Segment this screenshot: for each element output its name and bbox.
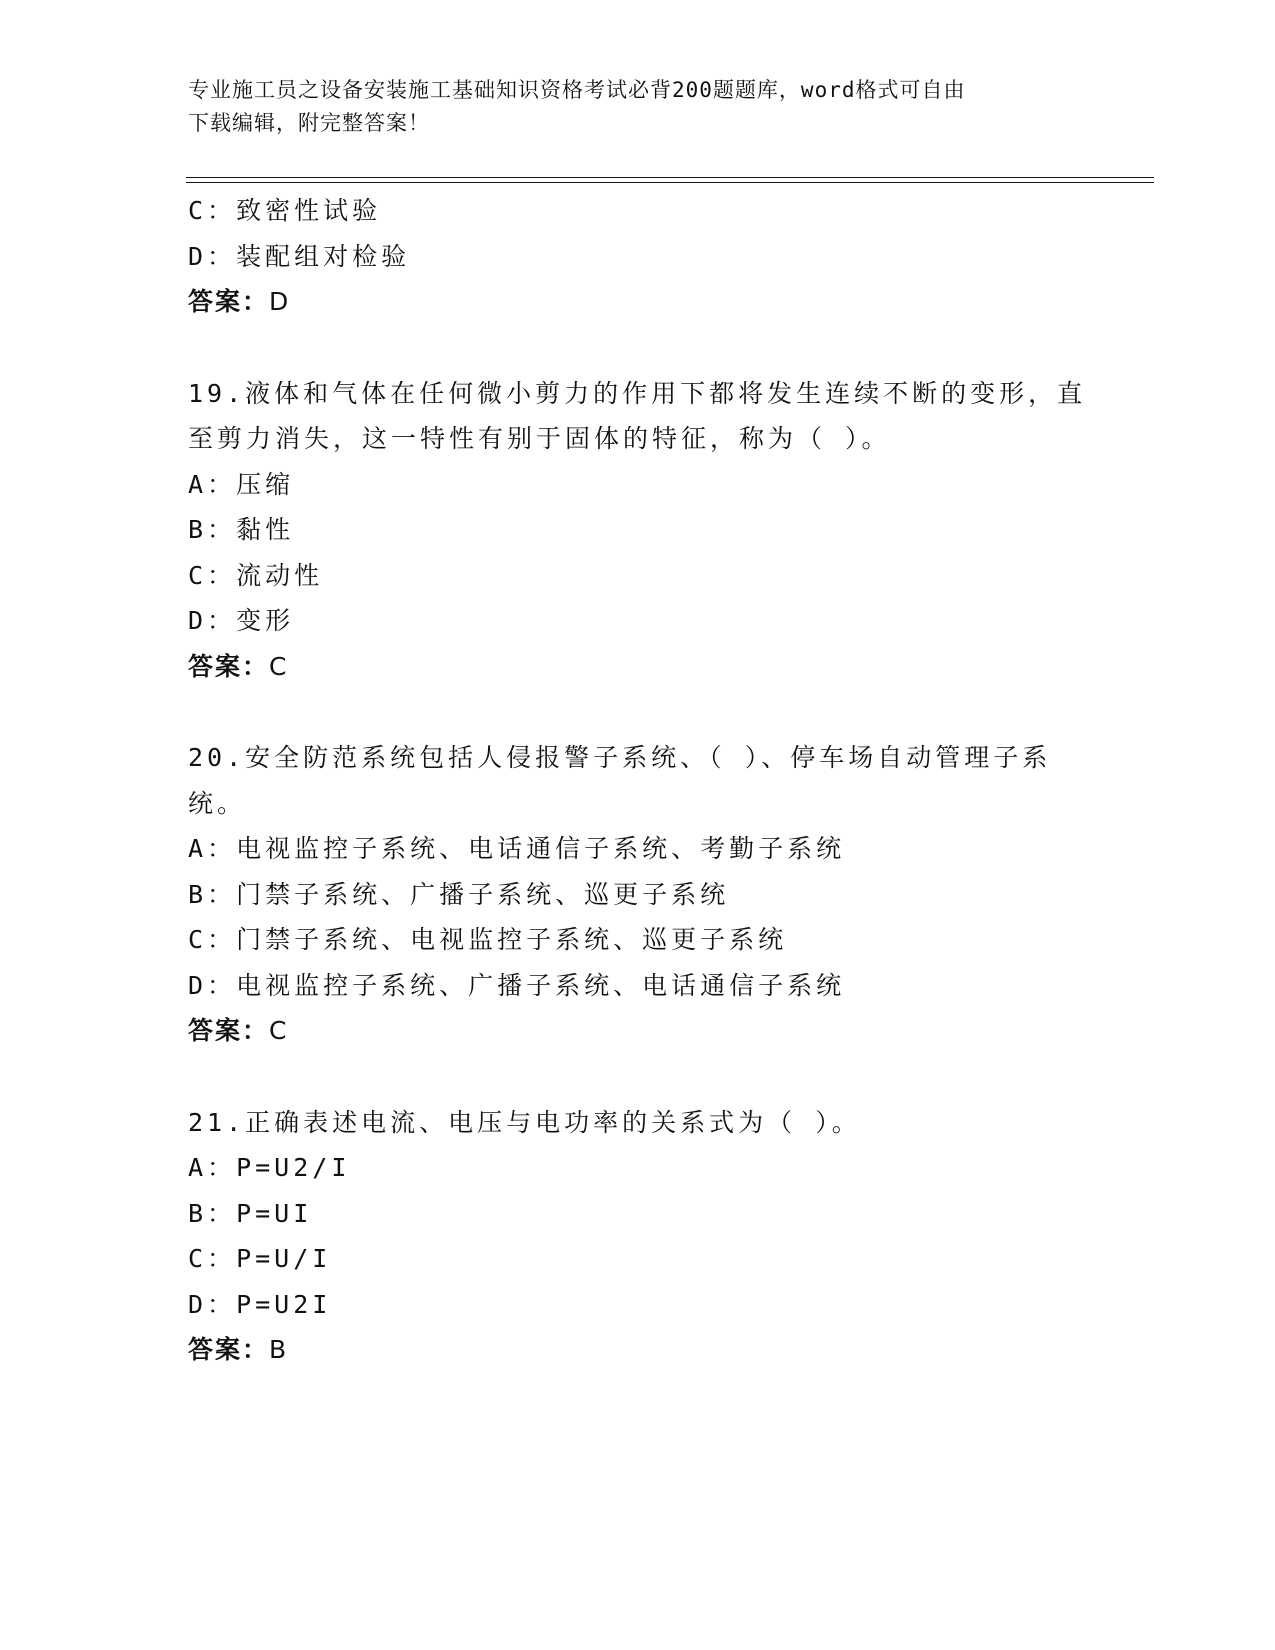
option-label: B： — [188, 515, 237, 544]
answer-value: C — [269, 1016, 289, 1045]
question-stem-line-1: 21.正确表述电流、电压与电功率的关系式为（ ）。 — [188, 1107, 861, 1137]
option-b — [188, 1191, 1088, 1237]
option-text: 电视监控子系统、电话通信子系统、考勤子系统 — [236, 834, 846, 863]
option-c — [188, 553, 1088, 599]
answer-line — [188, 644, 1088, 690]
option-text: 流动性 — [236, 560, 324, 590]
answer-label: 答案： — [188, 1335, 270, 1364]
header-divider-bottom — [186, 182, 1154, 183]
option-label: C： — [188, 196, 237, 225]
option-text: P=UI — [236, 1198, 313, 1228]
question-stem-line-1: 19.液体和气体在任何微小剪力的作用下都将发生连续不断的变形，直 — [188, 378, 1087, 408]
answer-line — [188, 1327, 1088, 1373]
option-d — [188, 1282, 1088, 1328]
option-text: 致密性试验 — [236, 196, 382, 225]
option-a — [188, 1145, 1088, 1191]
question-20 — [188, 735, 1088, 1054]
answer-value: C — [269, 651, 289, 681]
question-stem-line-2: 统。 — [188, 788, 247, 818]
option-c — [188, 1236, 1088, 1282]
option-label: A： — [188, 834, 237, 863]
option-b — [188, 872, 1088, 918]
answer-value: D — [269, 287, 291, 316]
option-label: B： — [188, 879, 237, 909]
answer-label: 答案： — [188, 1016, 270, 1045]
header-divider-top — [186, 177, 1154, 178]
header-line-1: 专业施工员之设备安装施工基础知识资格考试必背200题题库，word格式可自由 — [188, 78, 966, 102]
option-b — [188, 507, 1088, 553]
option-label: C： — [188, 925, 237, 954]
answer-label: 答案： — [188, 287, 270, 316]
option-text: 黏性 — [236, 515, 295, 544]
option-text: 电视监控子系统、广播子系统、电话通信子系统 — [236, 970, 846, 1000]
header-line-2: 下载编辑，附完整答案！ — [188, 111, 430, 135]
option-a — [188, 462, 1088, 508]
option-text: 装配组对检验 — [236, 241, 411, 271]
option-a — [188, 826, 1088, 872]
question-19 — [188, 371, 1088, 690]
option-c — [188, 917, 1088, 963]
option-d — [188, 598, 1088, 644]
option-text: 门禁子系统、广播子系统、巡更子系统 — [236, 879, 730, 909]
option-text: P=U2I — [236, 1289, 332, 1319]
option-label: D： — [188, 1289, 237, 1319]
option-d — [188, 963, 1088, 1009]
option-d — [188, 234, 1088, 280]
option-label: A： — [188, 469, 237, 499]
option-text: P=U2/I — [236, 1153, 351, 1182]
option-label: B： — [188, 1198, 237, 1228]
answer-label: 答案： — [188, 651, 270, 681]
question-18-tail — [188, 188, 1088, 325]
answer-line — [188, 279, 1088, 325]
option-label: D： — [188, 606, 237, 635]
option-label: D： — [188, 241, 237, 271]
option-text: 门禁子系统、电视监控子系统、巡更子系统 — [236, 925, 788, 954]
option-label: D： — [188, 970, 237, 1000]
answer-value: B — [269, 1335, 289, 1364]
option-text: 变形 — [236, 606, 295, 635]
question-stem-line-1: 20.安全防范系统包括人侵报警子系统、（ ）、停车场自动管理子系 — [188, 743, 1052, 772]
option-label: C： — [188, 560, 237, 590]
option-c — [188, 188, 1088, 234]
option-text: 压缩 — [236, 469, 295, 499]
document-body — [188, 188, 1088, 1373]
question-21 — [188, 1100, 1088, 1373]
option-text: P=U/I — [236, 1244, 332, 1273]
option-label: C： — [188, 1244, 237, 1273]
option-label: A： — [188, 1153, 237, 1182]
answer-line — [188, 1008, 1088, 1054]
page-header — [188, 74, 1088, 140]
question-stem-line-2: 至剪力消失，这一特性有别于固体的特征，称为（ ）。 — [188, 424, 891, 453]
